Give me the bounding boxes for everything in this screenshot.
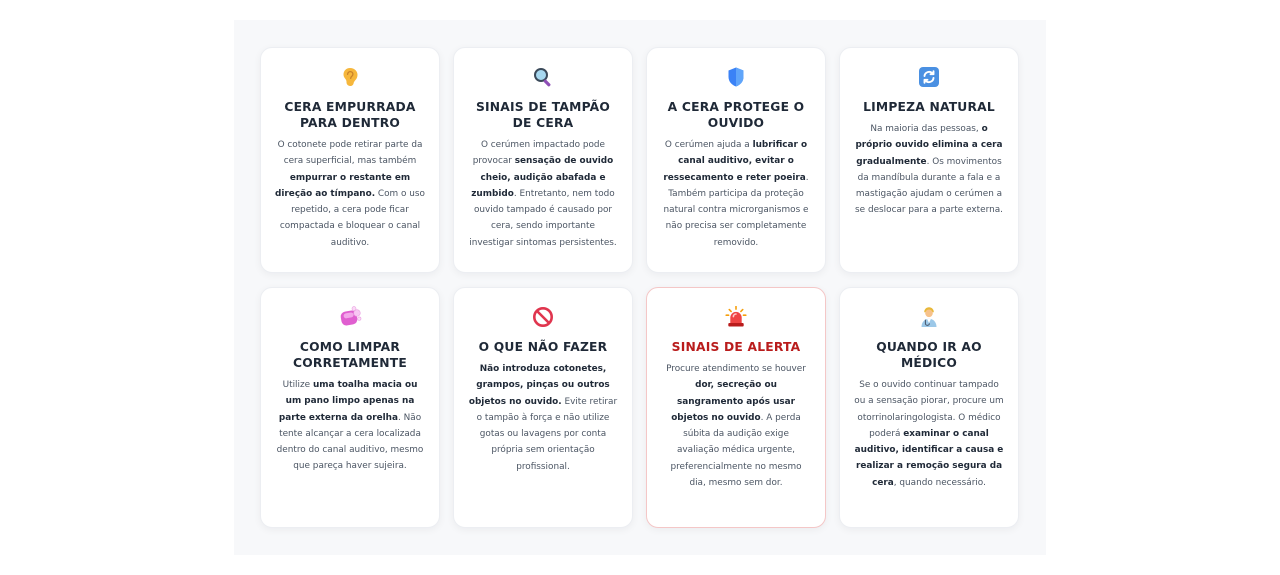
card-title: SINAIS DE ALERTA [671,340,801,354]
card-text-segment: O cerúmen impactado pode provocar [472,140,605,167]
card-text-segment: . Não tente alcançar a cera localizada dentro do canal auditivo, mesmo que pareça haver sujeira. [276,412,424,472]
card-text [468,361,618,475]
card-title: O QUE NÃO FAZER [478,340,608,354]
card-text-segment: , quando necessário. [893,477,986,488]
card-title: SINAIS DE TAMPÃO DE CERA [475,100,611,130]
magnifier-icon [468,66,618,92]
ear-icon [275,66,425,92]
card-text-segment: . Os movimentos da mandíbula durante a fala e a mastigação ajudam o cerúmen a se deslocar para a parte externa. [855,156,1003,216]
card-text-segment: . Também participa da proteção natural contra microrganismos e não precisa ser completamente removido. [663,172,809,248]
soap-icon [275,306,425,332]
card-text-bold: empurrar o restante em direção ao tímpano. [275,172,411,199]
info-panel [234,20,1046,555]
card-title: QUANDO IR AO MÉDICO [876,340,982,370]
info-card [260,287,440,528]
card-text-segment: O cotonete pode retirar parte da cera superficial, mas também [277,140,423,167]
card-text-segment: Na maioria das pessoas, [870,124,982,134]
card-title: COMO LIMPAR CORRETAMENTE [293,340,407,370]
card-text-segment: Com o uso repetido, a cera pode ficar compactada e bloquear o canal auditivo. [279,188,425,248]
siren-icon [661,306,811,332]
card-text [661,137,811,251]
info-card [646,287,826,528]
card-text [854,377,1004,491]
info-card [839,287,1019,528]
card-text-segment: Se o ouvido continuar tampado ou a sensação piorar, procure um otorrinolaringologista. O médico poderá [854,380,1004,439]
cards-grid [260,47,1019,528]
card-text [468,137,618,251]
info-card [453,47,633,273]
card-text [854,121,1004,219]
card-text-bold: sensação de ouvido cheio, audição abafada e zumbido [471,156,614,199]
info-card [260,47,440,273]
info-card [453,287,633,528]
card-text-segment: Procure atendimento se houver [666,364,806,374]
card-text-bold: Não introduza cotonetes, grampos, pinças ou outros objetos no ouvido. [468,364,610,407]
card-text [275,377,425,475]
card-text-bold: examinar o canal auditivo, identificar a causa e realizar a remoção segura da cera [854,428,1004,488]
card-text-segment: . Entretanto, nem todo ouvido tampado é causado por cera, sendo importante investigar sintomas persistentes. [469,188,617,248]
card-text-bold: dor, secreção ou sangramento após usar objetos no ouvido [671,380,796,423]
card-text-segment: Utilize [282,380,313,390]
card-text [275,137,425,251]
card-title: LIMPEZA NATURAL [863,100,995,114]
card-text [661,361,811,491]
prohibited-icon [468,306,618,332]
card-text-segment: O cerúmen ajuda a [664,140,753,150]
card-text-bold: o próprio ouvido elimina a cera gradualmente [855,124,1003,167]
card-text-bold: lubrificar o canal auditivo, evitar o ressecamento e reter poeira [663,140,808,183]
shield-icon [661,66,811,92]
doctor-icon [854,306,1004,332]
info-card [646,47,826,273]
card-title: CERA EMPURRADA PARA DENTRO [284,100,416,130]
card-title: A CERA PROTEGE O OUVIDO [667,100,805,130]
refresh-icon [854,66,1004,92]
card-text-segment: Evite retirar o tampão à força e não utilize gotas ou lavagens por conta própria sem orientação profissional. [476,396,618,472]
info-card [839,47,1019,273]
card-text-segment: . A perda súbita da audição exige avaliação médica urgente, preferencialmente no mesmo dia, mesmo sem dor. [670,412,802,489]
card-text-bold: uma toalha macia ou um pano limpo apenas na parte externa da orelha [278,380,418,423]
